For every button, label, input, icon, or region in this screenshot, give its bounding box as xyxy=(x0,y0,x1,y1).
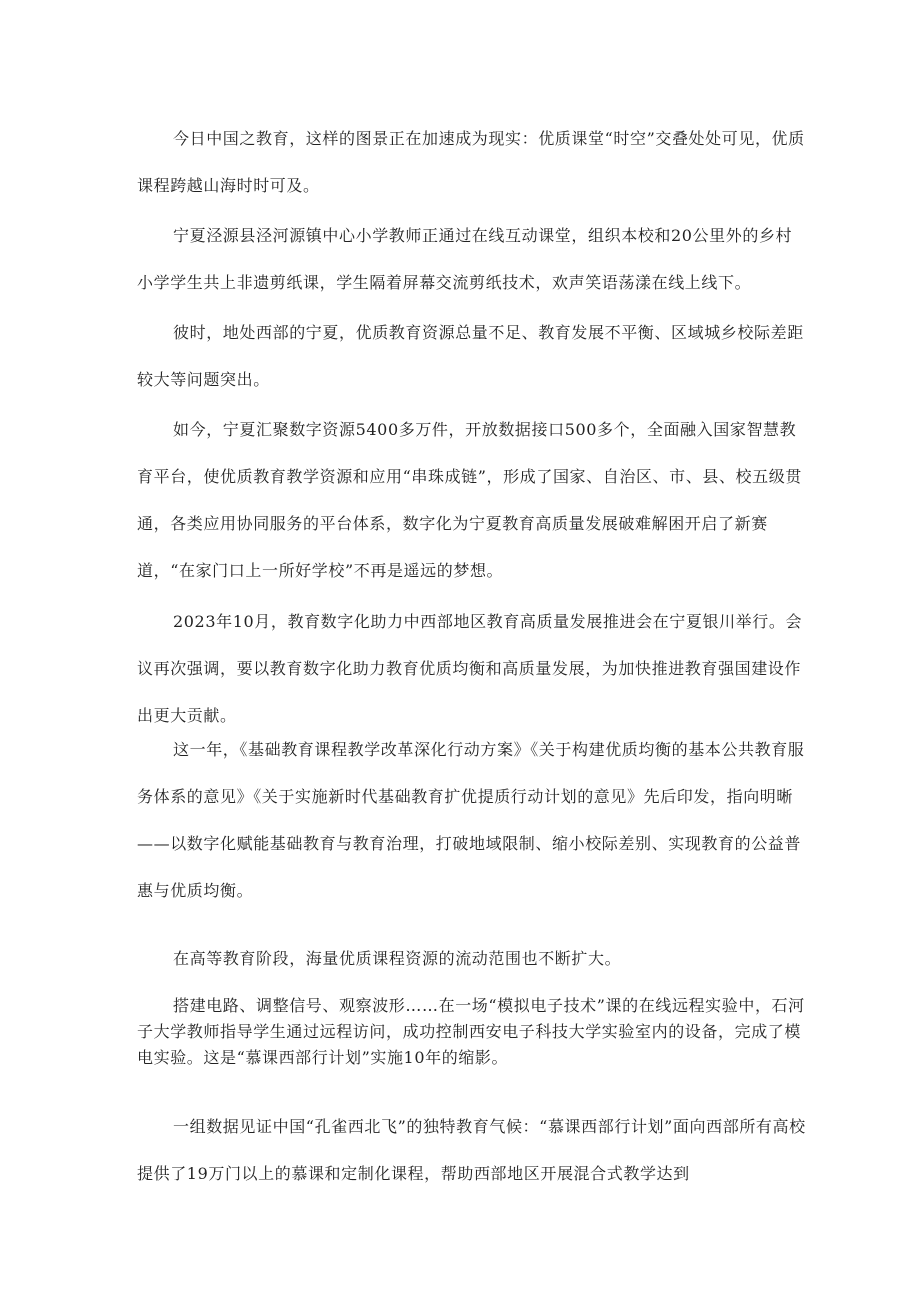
paragraph-mooc-west-data: 一组数据见证中国“孔雀西北飞”的独特教育气候：“慕课西部行计划”面向西部所有高校提供了19万门以上的慕课和定制化课程，帮助西部地区开展混合式教学达到 xyxy=(137,1117,806,1183)
paragraph-ningxia-paper-cutting-class: 宁夏泾源县泾河源镇中心小学教师正通过在线互动课堂，组织本校和20公里外的乡村小学学生共上非遗剪纸课，学生隔着屏幕交流剪纸技术，欢声笑语荡漾在线上线下。 xyxy=(137,226,793,292)
paragraph-higher-education: 在高等教育阶段，海量优质课程资源的流动范围也不断扩大。 xyxy=(173,949,622,968)
paragraph-education-today: 今日中国之教育，这样的图景正在加速成为现实：优质课堂“时空”交叠处处可见，优质课程跨越山海时时可及。 xyxy=(137,129,805,195)
paragraph-policy-documents: 这一年，《基础教育课程教学改革深化行动方案》《关于构建优质均衡的基本公共教育服务体系的意见》《关于实施新时代基础教育扩优提质行动计划的意见》先后印发，指向明晰——以数字化赋能基础教育与教育治理，打破地域限制、缩小校际差别、实现教育的公益普惠与优质均衡。 xyxy=(137,740,805,900)
paragraph-ningxia-past: 彼时，地处西部的宁夏，优质教育资源总量不足、教育发展不平衡、区域城乡校际差距较大等问题突出。 xyxy=(137,323,804,389)
paragraph-ningxia-digital-resources: 如今，宁夏汇聚数字资源5400多万件，开放数据接口500多个，全面融入国家智慧教育平台，使优质教育教学资源和应用“串珠成链”，形成了国家、自治区、市、县、校五级贯通，各类应用协同服务的平台体系，数字化为宁夏教育高质量发展破难解困开启了新赛道，“在家门口上一所好学校”不再是遥远的梦想。 xyxy=(137,420,802,580)
paragraph-yinchuan-conference: 2023年10月，教育数字化助力中西部地区教育高质量发展推进会在宁夏银川举行。会议再次强调，要以教育数字化助力教育优质均衡和高质量发展，为加快推进教育强国建设作出更大贡献。 xyxy=(137,612,803,725)
paragraph-remote-experiment: 搭建电路、调整信号、观察波形……在一场“模拟电子技术”课的在线远程实验中，石河子大学教师指导学生通过远程访问，成功控制西安电子科技大学实验室内的设备，完成了模电实验。这是“慕课西部行计划”实施10年的缩影。 xyxy=(137,996,805,1067)
